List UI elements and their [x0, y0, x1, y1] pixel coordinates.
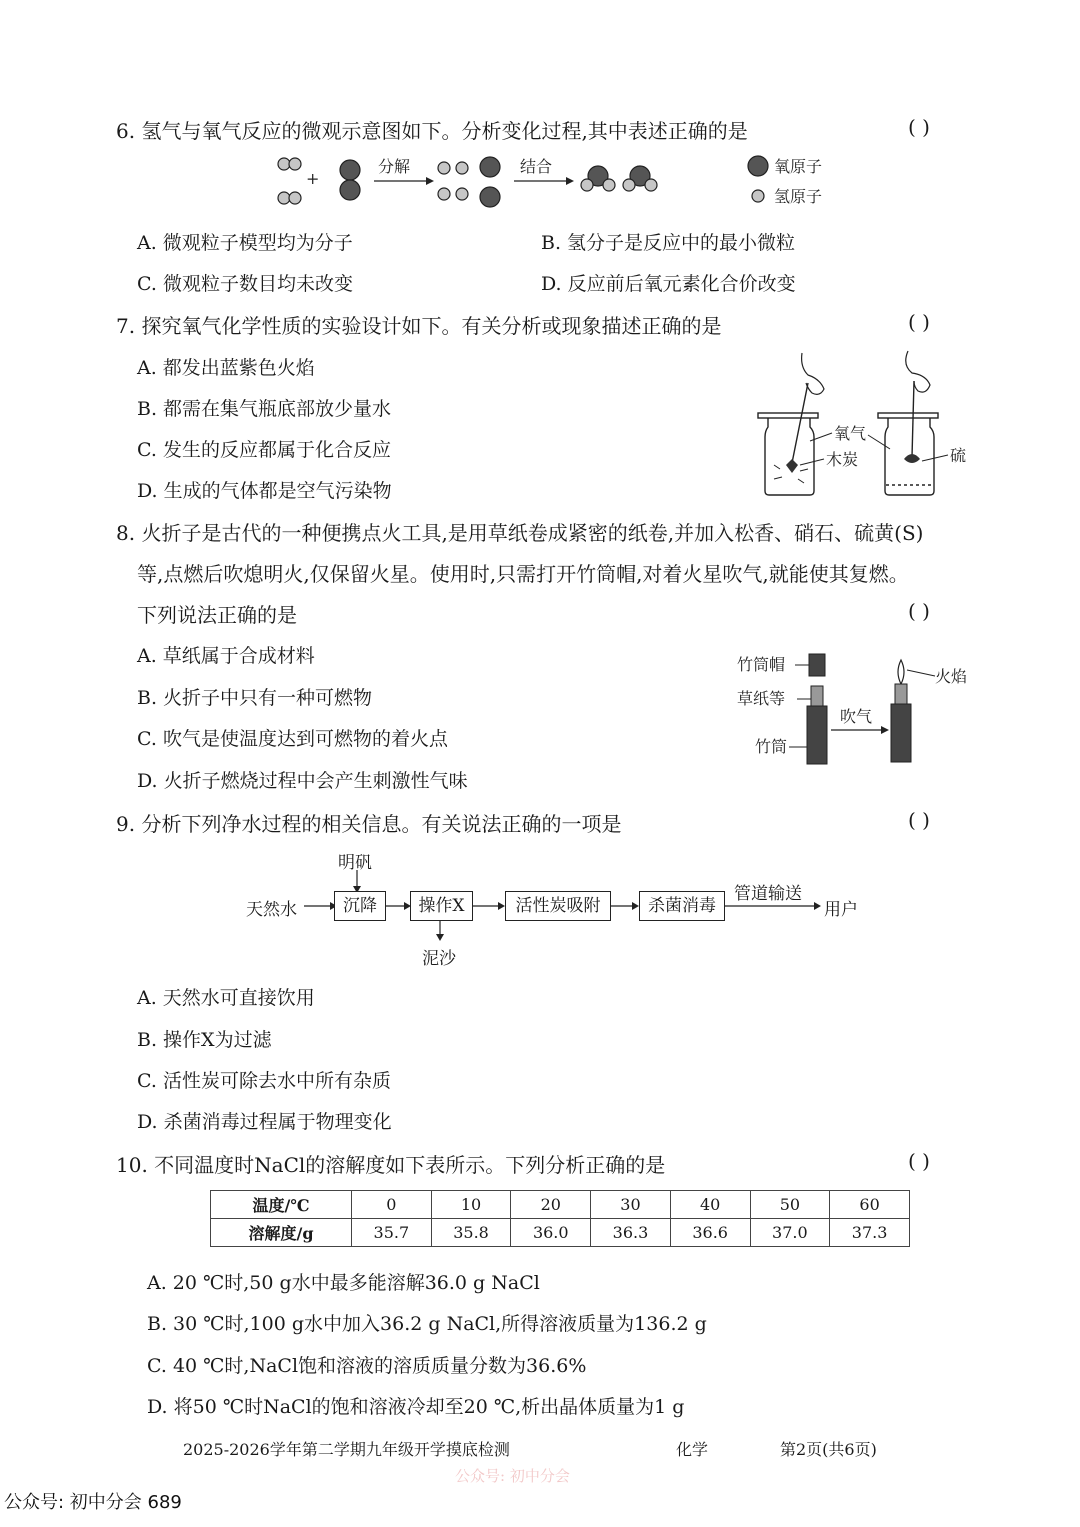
label-flame: 火焰	[935, 667, 968, 686]
flow-sand: 泥沙	[422, 949, 456, 969]
footer-subject: 化学	[676, 1440, 709, 1459]
table-cell: 20	[511, 1191, 591, 1219]
q9-option-b[interactable]: B. 操作X为过滤	[137, 1029, 272, 1051]
table-cell: 50	[750, 1191, 830, 1219]
legend-hydrogen: 氢原子	[774, 187, 823, 206]
arrow-right-icon	[881, 726, 889, 734]
oxygen-atoms	[480, 157, 500, 207]
flow-source: 天然水	[246, 900, 297, 920]
flow-pipe: 管道输送	[734, 884, 802, 904]
table-cell: 30	[591, 1191, 671, 1219]
flow-step-sedimentation: 沉降	[334, 891, 386, 921]
watermark: 公众号: 初中分会	[455, 1467, 570, 1485]
table-cell: 0	[352, 1191, 432, 1219]
q9-option-c[interactable]: C. 活性炭可除去水中所有杂质	[137, 1070, 391, 1092]
flow-step-operation-x: 操作X	[410, 891, 473, 921]
footer-exam-title: 2025-2026学年第二学期九年级开学摸底检测	[183, 1440, 510, 1459]
combine-label: 结合	[520, 157, 553, 176]
q6-micro-diagram	[270, 150, 850, 212]
paper-roll-icon	[811, 686, 823, 708]
q8-fire-stick-figure	[735, 648, 985, 773]
label-charcoal: 木炭	[826, 450, 859, 469]
q7-option-d[interactable]: D. 生成的气体都是空气污染物	[137, 480, 392, 502]
table-cell: 37.3	[830, 1219, 910, 1247]
gas-jar-right	[878, 413, 938, 495]
label-cap: 竹筒帽	[737, 655, 786, 674]
q10-option-c[interactable]: C. 40 ℃时,NaCl饱和溶液的溶质质量分数为36.6%	[147, 1355, 587, 1377]
q8-option-c[interactable]: C. 吹气是使温度达到可燃物的着火点	[137, 728, 448, 750]
charcoal-icon	[786, 459, 798, 473]
q8-stem-line2: 等,点燃后吹熄明火,仅保留火星。使用时,只需打开竹筒帽,对着火星吹气,就能使其复燃。	[137, 562, 909, 586]
water-molecule	[581, 166, 615, 191]
table-cell: 10	[431, 1191, 511, 1219]
label-paper: 草纸等	[737, 689, 786, 708]
table-cell: 36.3	[591, 1219, 671, 1247]
bamboo-tube-icon	[807, 706, 827, 764]
plus-sign: +	[306, 169, 320, 188]
q10-answer-paren: ( )	[908, 1149, 930, 1173]
label-sulfur: 硫	[950, 446, 967, 465]
flow-user: 用户	[824, 900, 858, 920]
bamboo-cap-icon	[809, 654, 825, 676]
table-cell: 36.0	[511, 1219, 591, 1247]
q9-flow-diagram	[240, 840, 880, 970]
flame-icon	[898, 660, 904, 684]
table-cell: 60	[830, 1191, 910, 1219]
q7-jar-figure	[750, 345, 990, 505]
q6-option-a[interactable]: A. 微观粒子模型均为分子	[137, 232, 353, 254]
q9-option-d[interactable]: D. 杀菌消毒过程属于物理变化	[137, 1111, 392, 1133]
label-oxygen: 氧气	[834, 424, 867, 443]
decompose-label: 分解	[378, 157, 411, 176]
q6-stem: 6. 氢气与氧气反应的微观示意图如下。分析变化过程,其中表述正确的是	[116, 119, 748, 143]
hydrogen-molecule	[278, 158, 301, 204]
label-blow: 吹气	[840, 707, 873, 726]
legend-oxygen: 氧原子	[774, 157, 823, 176]
q7-option-b[interactable]: B. 都需在集气瓶底部放少量水	[137, 398, 392, 420]
q9-stem: 9. 分析下列净水过程的相关信息。有关说法正确的一项是	[116, 812, 622, 836]
sulfur-spoon-icon	[904, 454, 920, 463]
q7-option-c[interactable]: C. 发生的反应都属于化合反应	[137, 439, 391, 461]
table-cell: 40	[670, 1191, 750, 1219]
q7-stem: 7. 探究氧气化学性质的实验设计如下。有关分析或现象描述正确的是	[116, 314, 722, 338]
footer-page-number: 第2页(共6页)	[780, 1440, 877, 1459]
water-molecule	[623, 166, 657, 191]
q8-option-d[interactable]: D. 火折子燃烧过程中会产生刺激性气味	[137, 770, 468, 792]
table-row-header: 温度/℃	[211, 1191, 352, 1219]
q10-option-d[interactable]: D. 将50 ℃时NaCl的饱和溶液冷却至20 ℃,析出晶体质量为1 g	[147, 1396, 685, 1418]
bamboo-tube-icon	[891, 704, 911, 762]
table-row	[211, 1219, 910, 1247]
table-row	[211, 1191, 910, 1219]
q9-answer-paren: ( )	[908, 808, 930, 832]
q6-answer-paren: ( )	[908, 115, 930, 139]
flow-step-disinfect: 杀菌消毒	[639, 891, 725, 921]
table-row-header: 溶解度/g	[211, 1219, 352, 1247]
gas-jar-left	[758, 413, 818, 495]
arrow-right-icon	[566, 177, 574, 185]
q10-stem: 10. 不同温度时NaCl的溶解度如下表所示。下列分析正确的是	[116, 1153, 666, 1177]
hydrogen-atom-icon	[752, 190, 764, 202]
q8-stem-line1: 8. 火折子是古代的一种便携点火工具,是用草纸卷成紧密的纸卷,并加入松香、硝石、硫黄(S)	[116, 521, 924, 545]
hand-icon	[906, 351, 930, 392]
oxygen-molecule	[340, 160, 360, 200]
q9-option-a[interactable]: A. 天然水可直接饮用	[137, 987, 315, 1009]
table-cell: 37.0	[750, 1219, 830, 1247]
q8-answer-paren: ( )	[908, 599, 930, 623]
table-cell: 35.7	[352, 1219, 432, 1247]
flow-step-carbon: 活性炭吸附	[505, 891, 611, 921]
q6-option-d[interactable]: D. 反应前后氧元素化合价改变	[541, 273, 796, 295]
q6-option-c[interactable]: C. 微观粒子数目均未改变	[137, 273, 353, 295]
q10-option-b[interactable]: B. 30 ℃时,100 g水中加入36.2 g NaCl,所得溶液质量为136.2 g	[147, 1313, 707, 1335]
solubility-table	[210, 1190, 910, 1247]
q7-answer-paren: ( )	[908, 310, 930, 334]
table-cell: 35.8	[431, 1219, 511, 1247]
q7-option-a[interactable]: A. 都发出蓝紫色火焰	[137, 357, 315, 379]
label-tube: 竹筒	[755, 737, 788, 756]
oxygen-atom-icon	[748, 156, 768, 176]
hand-icon	[802, 353, 824, 394]
q6-option-b[interactable]: B. 氢分子是反应中的最小微粒	[541, 232, 796, 254]
account-label: 公众号: 初中分会 689	[4, 1492, 182, 1513]
arrow-right-icon	[426, 177, 434, 185]
flow-alum: 明矾	[338, 853, 372, 873]
q8-option-b[interactable]: B. 火折子中只有一种可燃物	[137, 687, 373, 709]
table-cell: 36.6	[670, 1219, 750, 1247]
q8-option-a[interactable]: A. 草纸属于合成材料	[137, 645, 315, 667]
q10-option-a[interactable]: A. 20 ℃时,50 g水中最多能溶解36.0 g NaCl	[147, 1272, 540, 1294]
q8-stem-line3: 下列说法正确的是	[137, 603, 297, 627]
hydrogen-atoms	[438, 162, 468, 200]
